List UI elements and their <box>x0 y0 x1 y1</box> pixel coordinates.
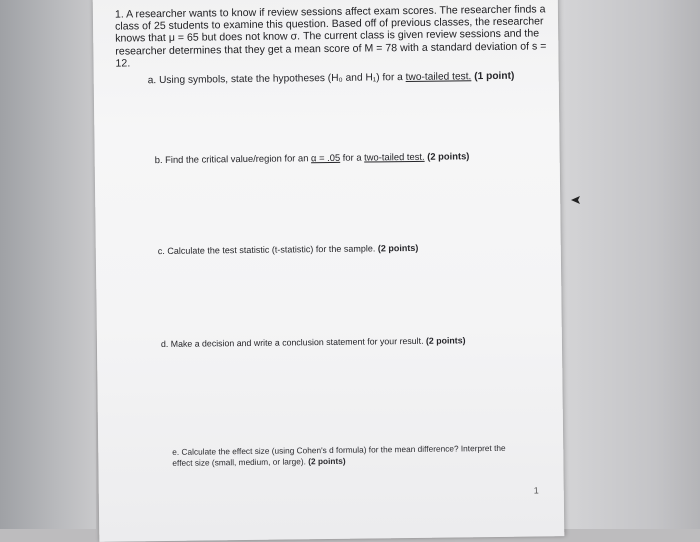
question-c-text: c. Calculate the test statistic (t-statistic) for the sample. <box>157 243 378 257</box>
points-label: (2 points) <box>425 335 466 346</box>
worksheet-page <box>93 0 565 542</box>
background-right <box>550 0 700 529</box>
question-b-text: b. Find the critical value/region for an <box>154 152 312 166</box>
points-label: (2 points) <box>308 455 346 466</box>
intro-line: 1. A researcher wants to know if review sessions affect exam scores. The researcher finds a <box>114 3 546 21</box>
question-e-line: e. Calculate the effect size (using Cohen's d formula) for the mean difference? Interpret the <box>172 442 506 457</box>
points-label: (2 points) <box>377 242 419 254</box>
two-tailed-underline: two-tailed test. <box>405 71 472 84</box>
question-a <box>148 71 515 87</box>
background-left <box>0 0 96 529</box>
two-tailed-underline: two-tailed test. <box>364 150 425 163</box>
question-e <box>172 442 544 468</box>
alpha-level: α = .05 <box>310 151 341 164</box>
page-mark: 1 <box>533 485 539 496</box>
question-e-line: effect size (small, medium, or large). <box>172 455 309 468</box>
points-label: (2 points) <box>427 150 470 162</box>
problem-statement <box>115 3 548 69</box>
arrow-cursor-icon <box>571 195 581 205</box>
points-label: (1 point) <box>474 70 515 83</box>
intro-line: knows that μ = 65 but does not know σ. The current class is given review sessions and the <box>115 27 540 45</box>
question-b-middle: for a <box>340 151 365 163</box>
question-d-text: d. Make a decision and write a conclusion statement for your result. <box>160 335 426 350</box>
intro-line: class of 25 students to examine this question. Based off of previous classes, the researcher <box>114 15 544 33</box>
question-b <box>155 150 470 165</box>
question-c <box>158 243 419 258</box>
question-d <box>161 335 466 350</box>
intro-line: researcher determines that they get a mean score of M = 78 with a standard deviation of s = 12. <box>115 39 547 70</box>
question-a-text: a. Using symbols, state the hypotheses (H₀ and H₁) for a <box>147 72 406 87</box>
